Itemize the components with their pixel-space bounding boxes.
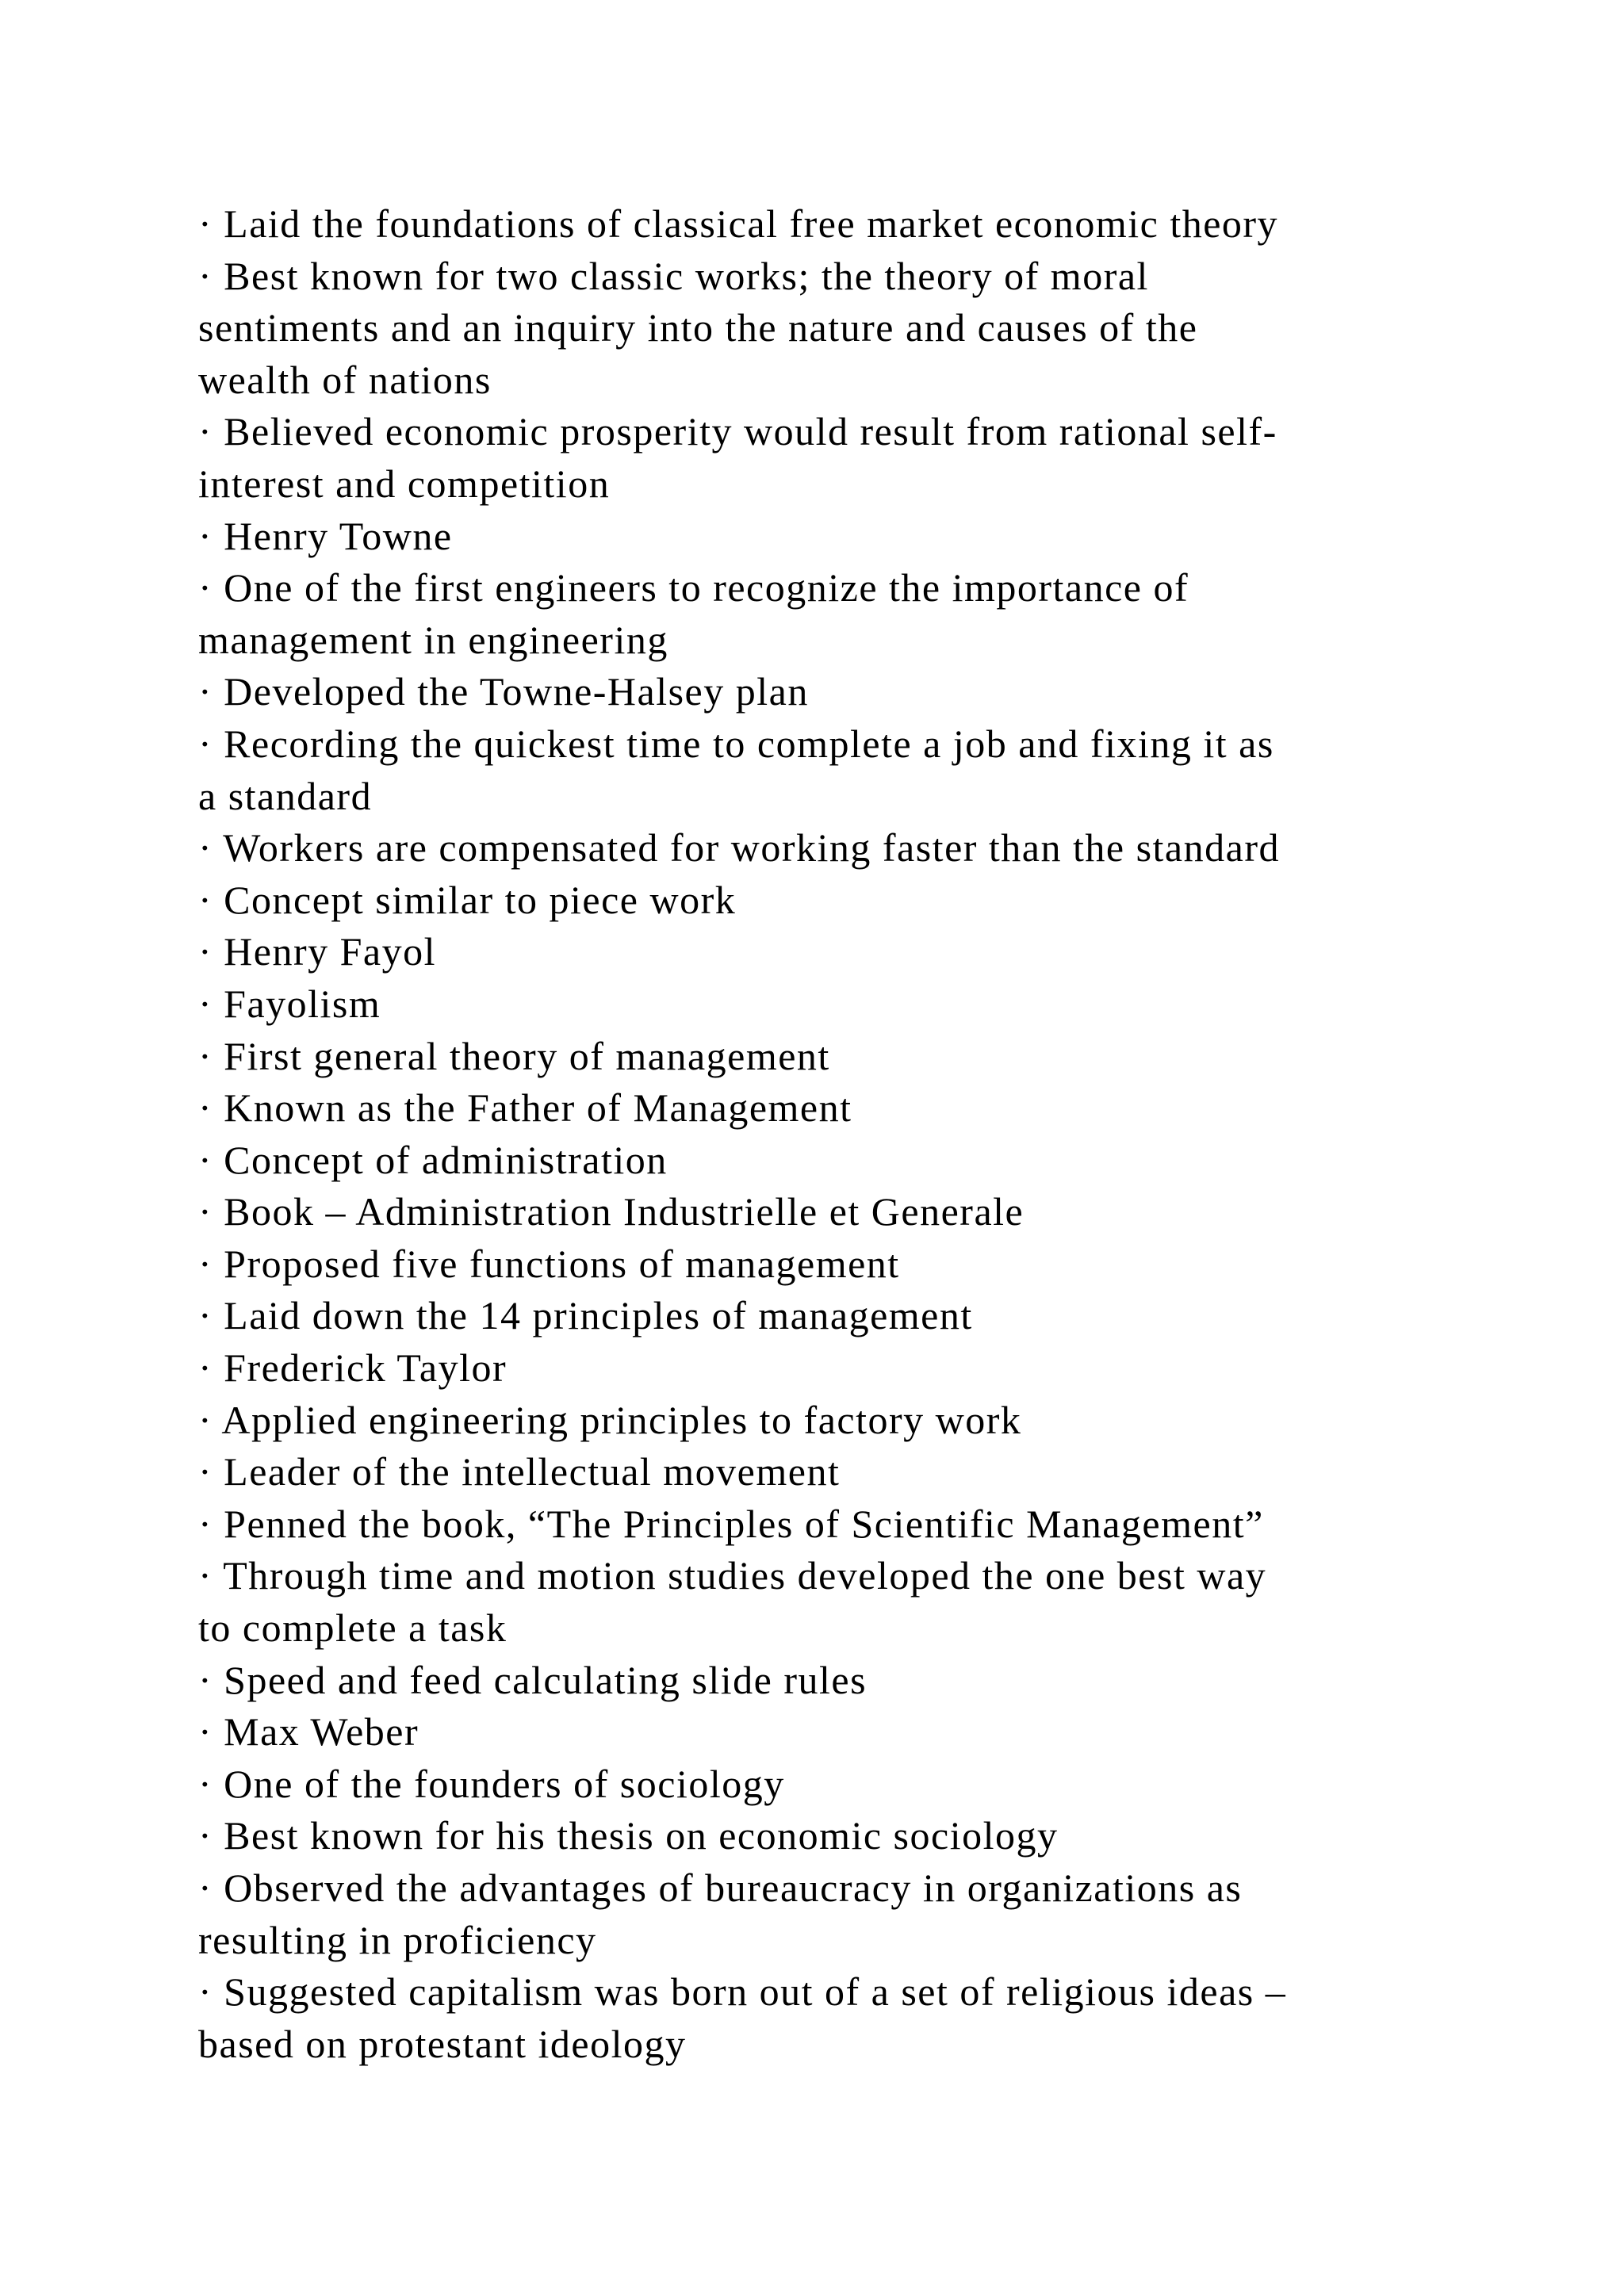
text-line: sentiments and an inquiry into the nature and causes of the xyxy=(198,305,1198,350)
text-line: · Concept similar to piece work xyxy=(198,877,737,922)
text-line: to complete a task xyxy=(198,1605,508,1651)
text-line: · Recording the quickest time to complete a job and fixing it as xyxy=(198,721,1274,766)
text-line: · One of the founders of sociology xyxy=(198,1761,785,1806)
text-line: · Best known for his thesis on economic sociology xyxy=(198,1813,1059,1858)
text-line: interest and competition xyxy=(198,461,611,506)
text-line: · First general theory of management xyxy=(198,1033,830,1078)
text-line: · Laid the foundations of classical free market economic theory xyxy=(198,201,1279,246)
document-text xyxy=(198,198,1515,2070)
text-line: management in engineering xyxy=(198,617,668,662)
text-line: · Proposed five functions of management xyxy=(198,1241,900,1286)
text-line: · Henry Towne xyxy=(198,513,453,558)
text-line: · Developed the Towne-Halsey plan xyxy=(198,669,809,714)
text-line: · Believed economic prosperity would result from rational self- xyxy=(198,409,1277,454)
text-line: · Max Weber xyxy=(198,1709,419,1755)
text-line: · Best known for two classic works; the theory of moral xyxy=(198,253,1149,298)
text-line: · Book – Administration Industrielle et Generale xyxy=(198,1189,1025,1234)
text-line: · Speed and feed calculating slide rules xyxy=(198,1657,868,1702)
text-line: · Observed the advantages of bureaucracy in organizations as xyxy=(198,1866,1243,1910)
text-line: wealth of nations xyxy=(198,357,492,402)
text-line: · Concept of administration xyxy=(198,1137,668,1182)
text-line: · One of the first engineers to recognize the importance of xyxy=(198,565,1189,610)
text-line: · Applied engineering principles to factory work xyxy=(198,1397,1022,1442)
text-line: · Suggested capitalism was born out of a set of religious ideas – xyxy=(198,1969,1287,2015)
text-line: · Known as the Father of Management xyxy=(198,1085,852,1131)
text-line: · Henry Fayol xyxy=(198,929,436,974)
text-line: · Workers are compensated for working faster than the standard xyxy=(198,825,1280,871)
text-line: · Penned the book, “The Principles of Scientific Management” xyxy=(198,1501,1264,1546)
text-line: · Through time and motion studies developed the one best way xyxy=(198,1553,1267,1598)
text-line: · Fayolism xyxy=(198,981,381,1026)
text-line: based on protestant ideology xyxy=(198,2021,687,2066)
text-line: · Leader of the intellectual movement xyxy=(198,1449,841,1494)
text-line: a standard xyxy=(198,773,373,818)
text-line: · Frederick Taylor xyxy=(198,1345,508,1391)
text-line: resulting in proficiency xyxy=(198,1917,597,1962)
text-line: · Laid down the 14 principles of management xyxy=(198,1293,973,1338)
